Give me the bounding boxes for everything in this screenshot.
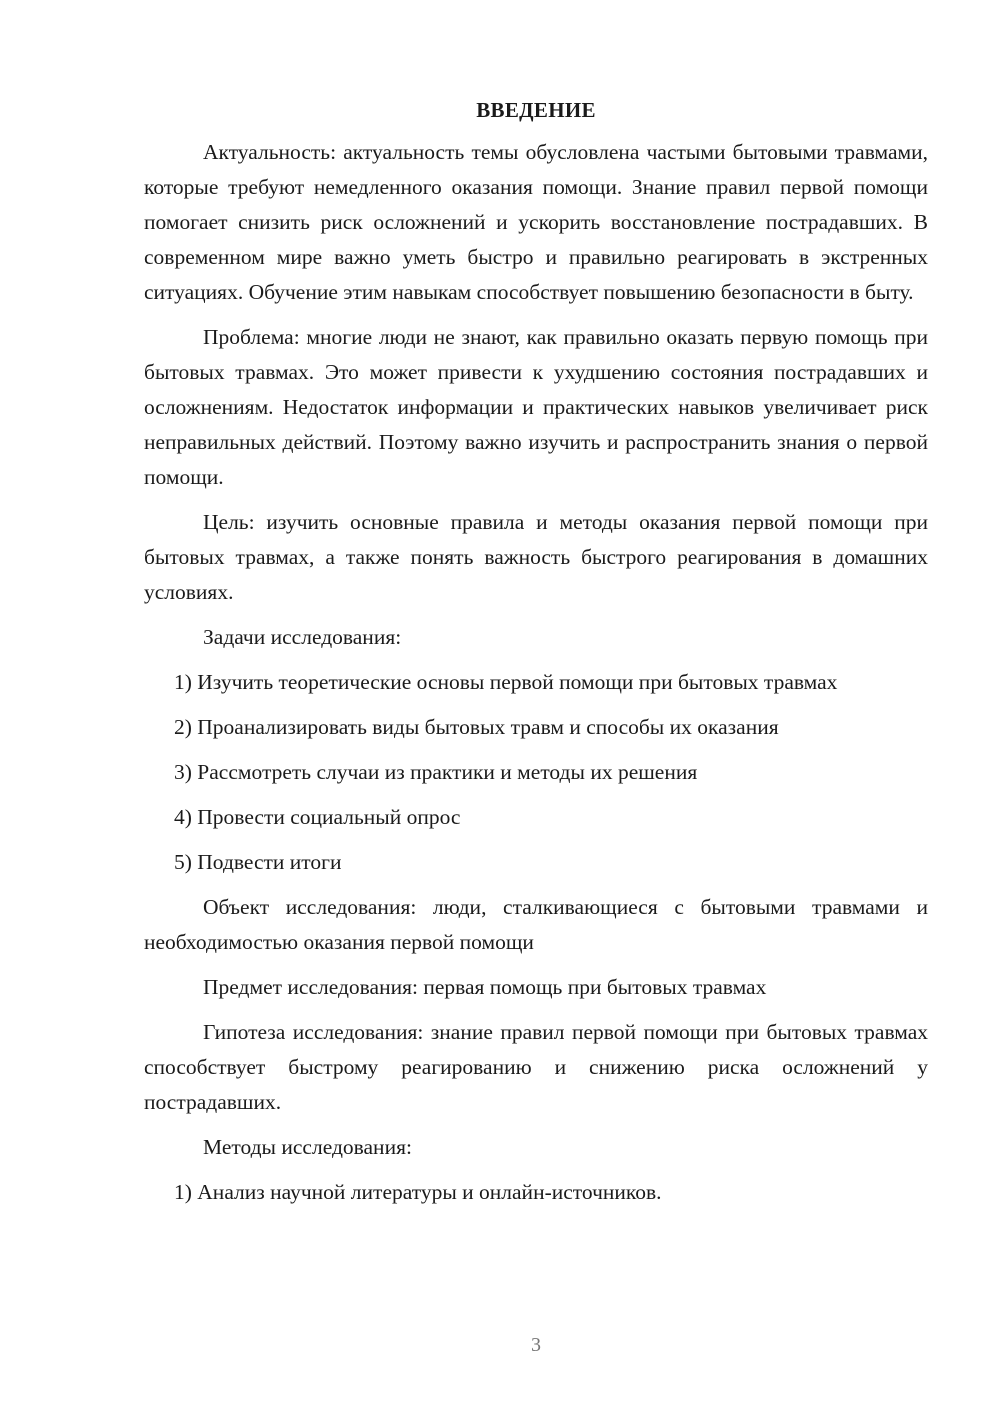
tasks-heading: Задачи исследования: <box>203 625 402 649</box>
relevance-paragraph: Актуальность: актуальность темы обусловлена частыми бытовыми травмами, которые требуют немедленного оказания помощи. Знание правил первой помощи помогает снизить риск осложнений и ускорить восстановление пострадавших. В современном мире важно уметь быстро и правильно реагировать в экстренных ситуациях. Обучение этим навыкам способствует повышению безопасности в быту. <box>144 140 928 304</box>
methods-heading: Методы исследования: <box>203 1135 412 1159</box>
object-paragraph: Объект исследования: люди, сталкивающиеся с бытовыми травмами и необходимостью оказания первой помощи <box>144 895 928 954</box>
task-item-4: 4) Провести социальный опрос <box>174 805 461 829</box>
page-number: 3 <box>531 1334 541 1356</box>
problem-paragraph: Проблема: многие люди не знают, как правильно оказать первую помощь при бытовых травмах. Это может привести к ухудшению состояния пострадавших и осложнениям. Недостаток информации и практических навыков увеличивает риск неправильных действий. Поэтому важно изучить и распространить знания о первой помощи. <box>144 325 928 489</box>
hypothesis-paragraph: Гипотеза исследования: знание правил первой помощи при бытовых травмах способствует быстрому реагированию и снижению риска осложнений у пострадавших. <box>144 1020 928 1114</box>
method-item-1: 1) Анализ научной литературы и онлайн-источников. <box>174 1180 662 1204</box>
document-page <box>144 96 928 1220</box>
task-item-3: 3) Рассмотреть случаи из практики и методы их решения <box>174 760 698 784</box>
task-item-2: 2) Проанализировать виды бытовых травм и способы их оказания <box>174 715 779 739</box>
section-title: ВВЕДЕНИЕ <box>476 98 596 122</box>
goal-paragraph: Цель: изучить основные правила и методы оказания первой помощи при бытовых травмах, а также понять важность быстрого реагирования в домашних условиях. <box>144 510 928 604</box>
task-item-5: 5) Подвести итоги <box>174 850 342 874</box>
task-item-1: 1) Изучить теоретические основы первой помощи при бытовых травмах <box>174 670 838 694</box>
subject-paragraph: Предмет исследования: первая помощь при бытовых травмах <box>203 975 767 999</box>
